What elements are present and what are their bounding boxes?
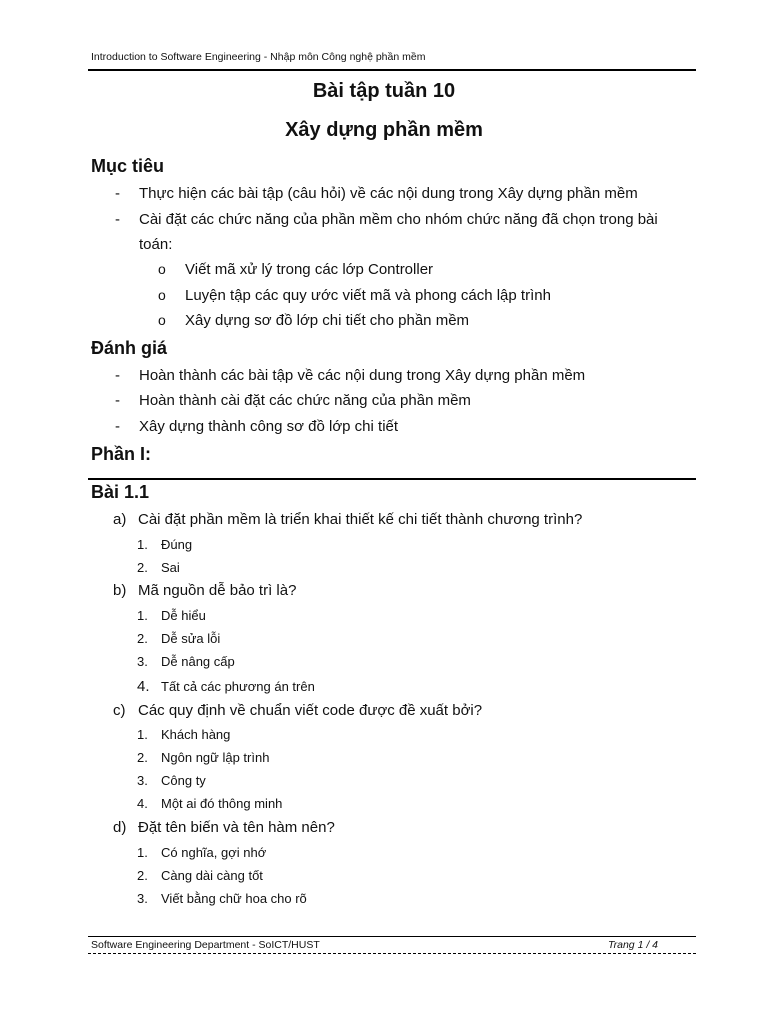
answer-option: Có nghĩa, gợi nhớ [161,845,267,860]
question-text: Mã nguồn dễ bảo trì là? [138,582,297,599]
header-rule [88,69,696,71]
dash-marker: - [115,418,120,435]
question-text: Các quy định về chuẩn viết code được đề xuất bởi? [138,702,483,719]
bullet-marker: o [158,261,166,277]
answer-option: Đúng [161,537,193,552]
list-item: Cài đặt các chức năng của phần mềm cho nhóm chức năng đã chọn trong bài [139,211,658,228]
answer-option: Dễ nâng cấp [161,654,235,669]
answer-option: Công ty [161,773,206,788]
dash-marker: - [115,392,120,409]
footer-dashed-rule [88,953,696,954]
list-item: Thực hiện các bài tập (câu hỏi) về các nội dung trong Xây dựng phần mềm [139,185,638,202]
option-number: 1. [137,727,148,742]
answer-option: Sai [161,560,180,575]
answer-option: Ngôn ngữ lập trình [161,750,270,765]
bullet-marker: o [158,312,166,328]
option-number: 3. [137,891,148,906]
section-heading-muc-tieu: Mục tiêu [91,156,165,176]
option-number: 2. [137,631,148,646]
sub-list-item: Xây dựng sơ đồ lớp chi tiết cho phần mềm [185,312,470,329]
answer-option: Một ai đó thông minh [161,796,283,811]
page-header: Introduction to Software Engineering - Nhập môn Công nghệ phần mềm [91,51,426,63]
list-item-continuation: toán: [139,236,173,253]
option-number: 4. [137,678,150,695]
option-number: 1. [137,608,148,623]
bullet-marker: o [158,287,166,303]
option-number: 1. [137,537,148,552]
section-heading-danh-gia: Đánh giá [91,338,168,358]
question-label: a) [113,511,127,528]
dash-marker: - [115,367,120,384]
answer-option: Dễ hiểu [161,608,206,623]
question-label: c) [113,702,126,719]
option-number: 4. [137,796,148,811]
list-item: Hoàn thành các bài tập về các nội dung trong Xây dựng phần mềm [139,367,586,384]
option-number: 2. [137,868,148,883]
footer-department: Software Engineering Department - SoICT/HUST [91,939,320,951]
answer-option: Khách hàng [161,727,231,742]
footer-page-number: Trang 1 / 4 [608,939,658,951]
dash-marker: - [115,185,120,202]
option-number: 1. [137,845,148,860]
document-subtitle: Xây dựng phần mềm [285,119,483,141]
answer-option: Dễ sửa lỗi [161,631,221,646]
answer-option: Càng dài càng tốt [161,868,263,883]
option-number: 2. [137,750,148,765]
question-text: Cài đặt phần mềm là triển khai thiết kế chi tiết thành chương trình? [138,511,583,528]
question-text: Đặt tên biến và tên hàm nên? [138,819,335,836]
question-label: d) [113,819,127,836]
list-item: Xây dựng thành công sơ đồ lớp chi tiết [139,418,399,435]
list-item: Hoàn thành cài đặt các chức năng của phần mềm [139,392,471,409]
option-number: 2. [137,560,148,575]
exercise-heading: Bài 1.1 [91,482,150,502]
dash-marker: - [115,211,120,228]
answer-option: Tất cả các phương án trên [161,679,315,694]
option-number: 3. [137,773,148,788]
answer-option: Viết bằng chữ hoa cho rõ [161,891,307,906]
sub-list-item: Viết mã xử lý trong các lớp Controller [185,261,434,278]
question-label: b) [113,582,127,599]
part-rule [88,478,696,480]
sub-list-item: Luyện tập các quy ước viết mã và phong cách lập trình [185,287,551,304]
document-title: Bài tập tuần 10 [312,80,456,102]
option-number: 3. [137,654,148,669]
part-heading: Phần I: [91,444,152,464]
footer-rule [88,936,696,937]
